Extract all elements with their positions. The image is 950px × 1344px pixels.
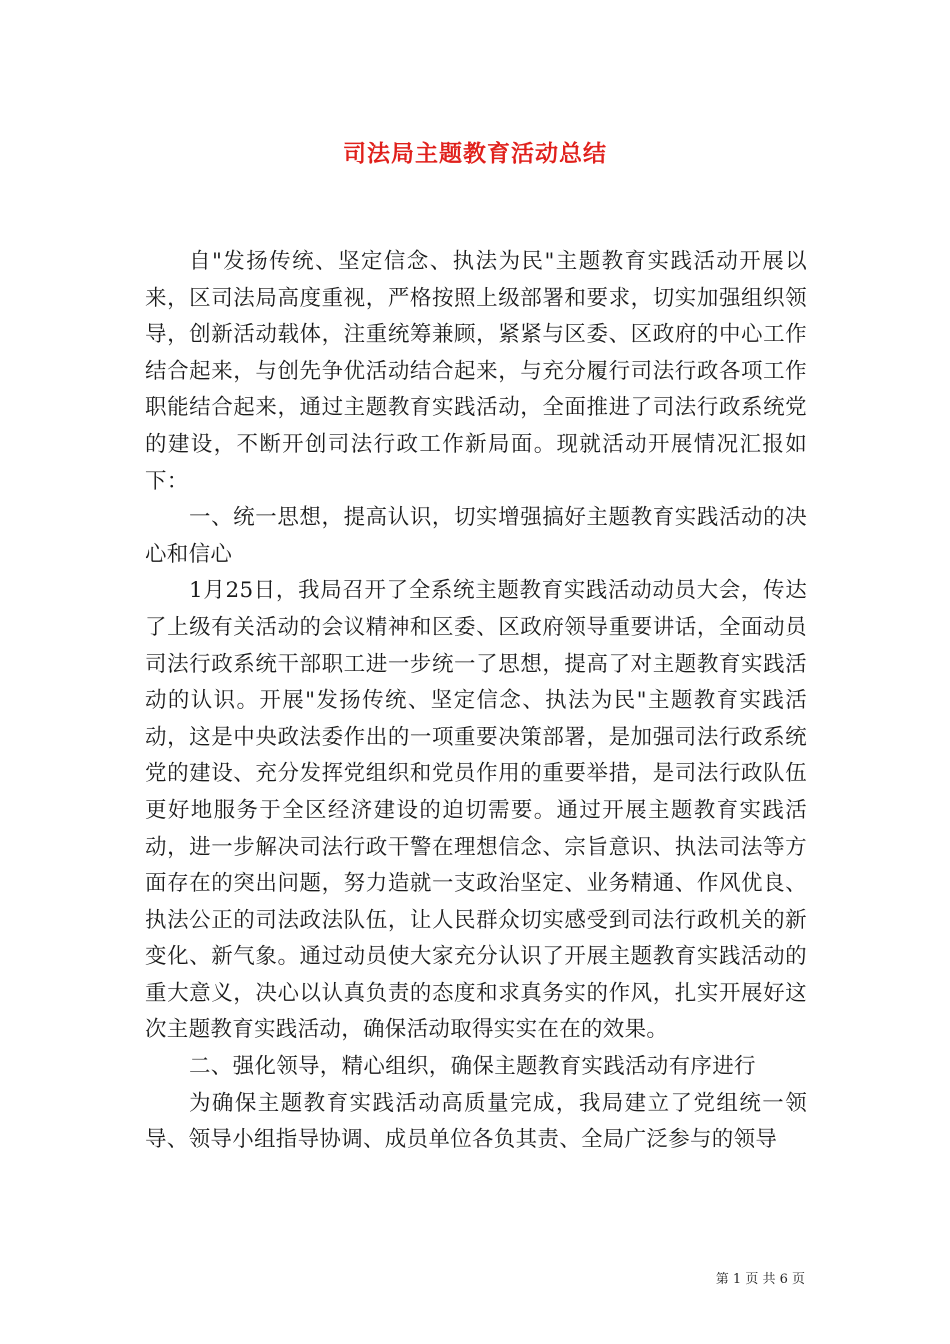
paragraph-section-1: 1月25日，我局召开了全系统主题教育实践活动动员大会，传达了上级有关活动的会议精神和区委、区政府领导重要讲话，全面动员司法行政系统干部职工进一步统一了思想，提高了对主题教育实践活动的认识。开展"发扬传统、坚定信念、执法为民"主题教育实践活动，这是中央政法委作出的一项重要决策部署，是加强司法行政系统党的建设、充分发挥党组织和党员作用的重要举措，是司法行政队伍更好地服务于全区经济建设的迫切需要。通过开展主题教育实践活动，进一步解决司法行政干警在理想信念、宗旨意识、执法司法等方面存在的突出问题，努力造就一支政治坚定、业务精通、作风优良、执法公正的司法政法队伍，让人民群众切实感受到司法行政机关的新变化、新气象。通过动员使大家充分认识了开展主题教育实践活动的重大意义，决心以认真负责的态度和求真务实的作风，扎实开展好这次主题教育实践活动，确保活动取得实实在在的效果。 [145, 578, 807, 1043]
paragraph-intro: 自"发扬传统、坚定信念、执法为民"主题教育实践活动开展以来，区司法局高度重视，严格按照上级部署和要求，切实加强组织领导，创新活动载体，注重统筹兼顾，紧紧与区委、区政府的中心工作结合起来，与创先争优活动结合起来，与充分履行司法行政各项工作职能结合起来，通过主题教育实践活动，全面推进了司法行政系统党的建设，不断开创司法行政工作新局面。现就活动开展情况汇报如下： [145, 249, 807, 494]
document-body [145, 244, 807, 1159]
paragraph-section-2: 为确保主题教育实践活动高质量完成，我局建立了党组统一领导、领导小组指导协调、成员单位各负其责、全局广泛参与的领导 [145, 1090, 807, 1153]
page-number: 第 1 页 共 6 页 [715, 1272, 805, 1287]
section-heading-1: 一、统一思想，提高认识，切实增强搞好主题教育实践活动的决心和信心 [145, 505, 807, 567]
section-heading-2: 二、强化领导，精心组织，确保主题教育实践活动有序进行 [189, 1054, 756, 1080]
document-title: 司法局主题教育活动总结 [343, 141, 607, 167]
